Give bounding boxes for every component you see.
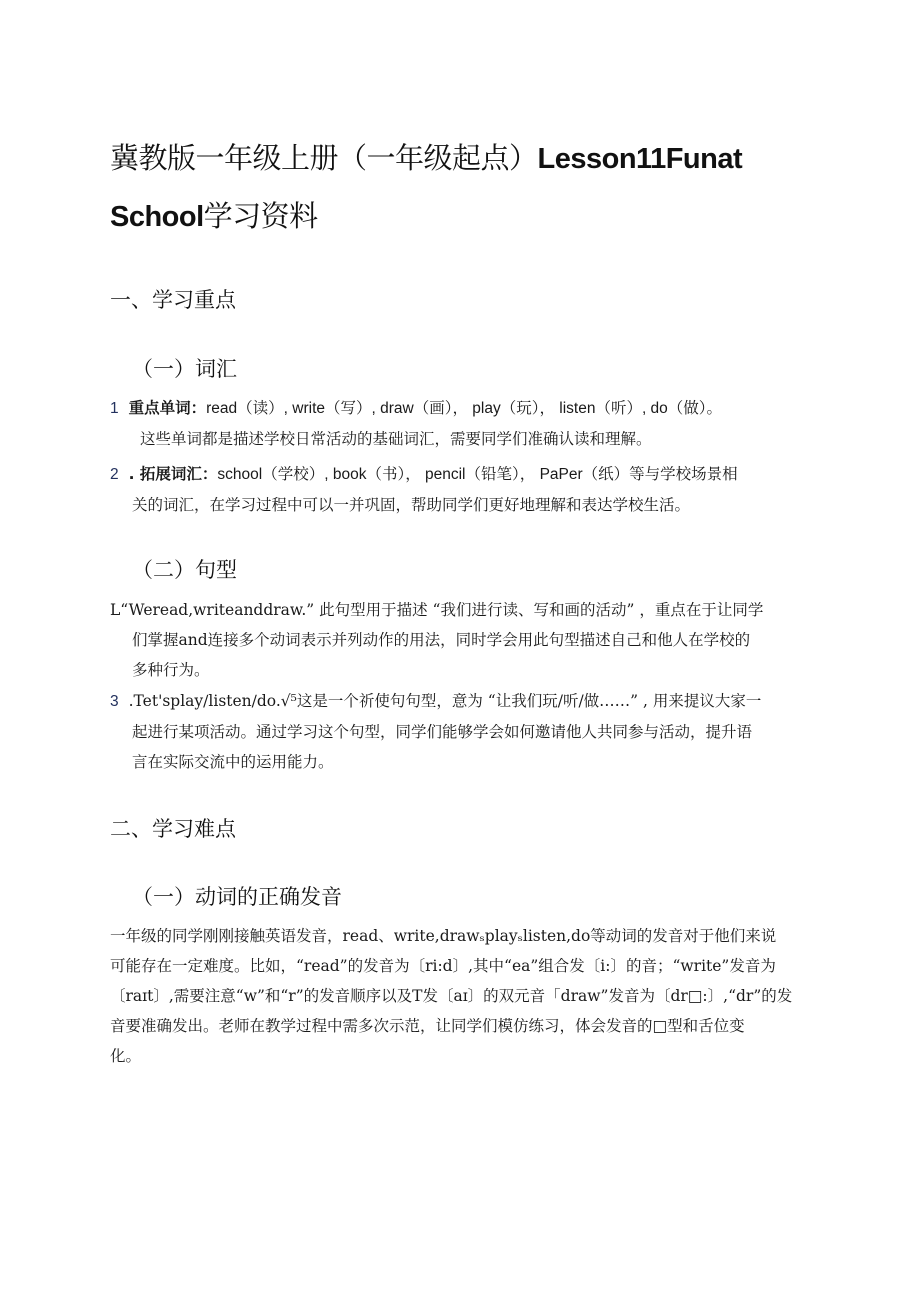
item-text: read（读）, write（写）, draw（画）， play（玩）， listen（听）, do（做）。: [206, 400, 723, 417]
subsection-heading-vocabulary: （一）词汇: [132, 357, 237, 381]
item-number: 2: [110, 466, 119, 483]
item-text: L“Weread,writeanddraw.” 此句型用于描述 “我们进行读、写和画的活动” ，重点在于让同学: [110, 601, 764, 619]
item-text-cont: 多种行为。: [132, 661, 210, 679]
item-text-cont: 言在实际交流中的运用能力。: [132, 753, 334, 771]
item-number: 1: [110, 400, 119, 417]
pronunciation-paragraph: [110, 921, 810, 1071]
title-chinese: 冀教版一年级上册（一年级起点）: [110, 141, 538, 175]
subsection-heading-pronunciation: （一）动词的正确发音: [132, 885, 342, 909]
section-heading-key-points: 一、学习重点: [110, 288, 236, 312]
item-text: school（学校）, book（书）， pencil（铅笔）， PaPer（纸）等与学校场景相: [217, 466, 738, 483]
paragraph-line: 化。: [110, 1047, 142, 1065]
paragraph-line: 〔raɪt〕,需要注意“w”和“r”的发音顺序以及T发〔aɪ〕的双元音「draw”发音为〔dr□:〕,“dr”的发: [110, 987, 793, 1005]
item-label: 重点单词：: [128, 399, 207, 417]
vocab-item-2: [110, 459, 810, 520]
item-text: .Tet'splay∕listen∕do.√⁵这是一个祈使句句型，意为 “让我们玩/听/做……” , 用来提议大家一: [128, 692, 762, 710]
title-english-2: School: [110, 201, 204, 233]
document-title-line-2: [110, 184, 750, 249]
item-text-cont: 这些单词都是描述学校日常活动的基础词汇，需要同学们准确认读和理解。: [140, 430, 652, 448]
item-number: 3: [110, 693, 119, 710]
document-title-line-1: [110, 126, 750, 191]
vocab-item-1: [110, 393, 810, 454]
item-text-cont: 关的词汇，在学习过程中可以一并巩固，帮助同学们更好地理解和表达学校生活。: [132, 496, 691, 514]
paragraph-line: 音要准确发出。老师在教学过程中需多次示范，让同学们模仿练习，体会发音的□型和舌位变: [110, 1017, 745, 1035]
title-chinese-2: 学习资料: [203, 199, 318, 233]
subsection-heading-sentence-patterns: （二）句型: [132, 558, 237, 582]
section-heading-difficulties: 二、学习难点: [110, 817, 236, 841]
sentence-item-2: [110, 686, 810, 777]
paragraph-line: 一年级的同学刚刚接触英语发音，read、write,drawₛplayₛlisten,do等动词的发音对于他们来说: [110, 927, 777, 945]
paragraph-line: 可能存在一定难度。比如，“read”的发音为〔ri:d〕,其中“ea”组合发〔i:〕的音；“write”发音为: [110, 957, 776, 975]
title-english: Lesson11Funat: [537, 143, 743, 175]
item-label: . 拓展词汇：: [128, 465, 218, 483]
item-text-cont: 起进行某项活动。通过学习这个句型，同学们能够学会如何邀请他人共同参与活动，提升语: [132, 723, 753, 741]
item-text-cont: 们掌握and连接多个动词表示并列动作的用法，同时学会用此句型描述自己和他人在学校的: [132, 631, 751, 649]
sentence-item-1: [110, 595, 810, 685]
